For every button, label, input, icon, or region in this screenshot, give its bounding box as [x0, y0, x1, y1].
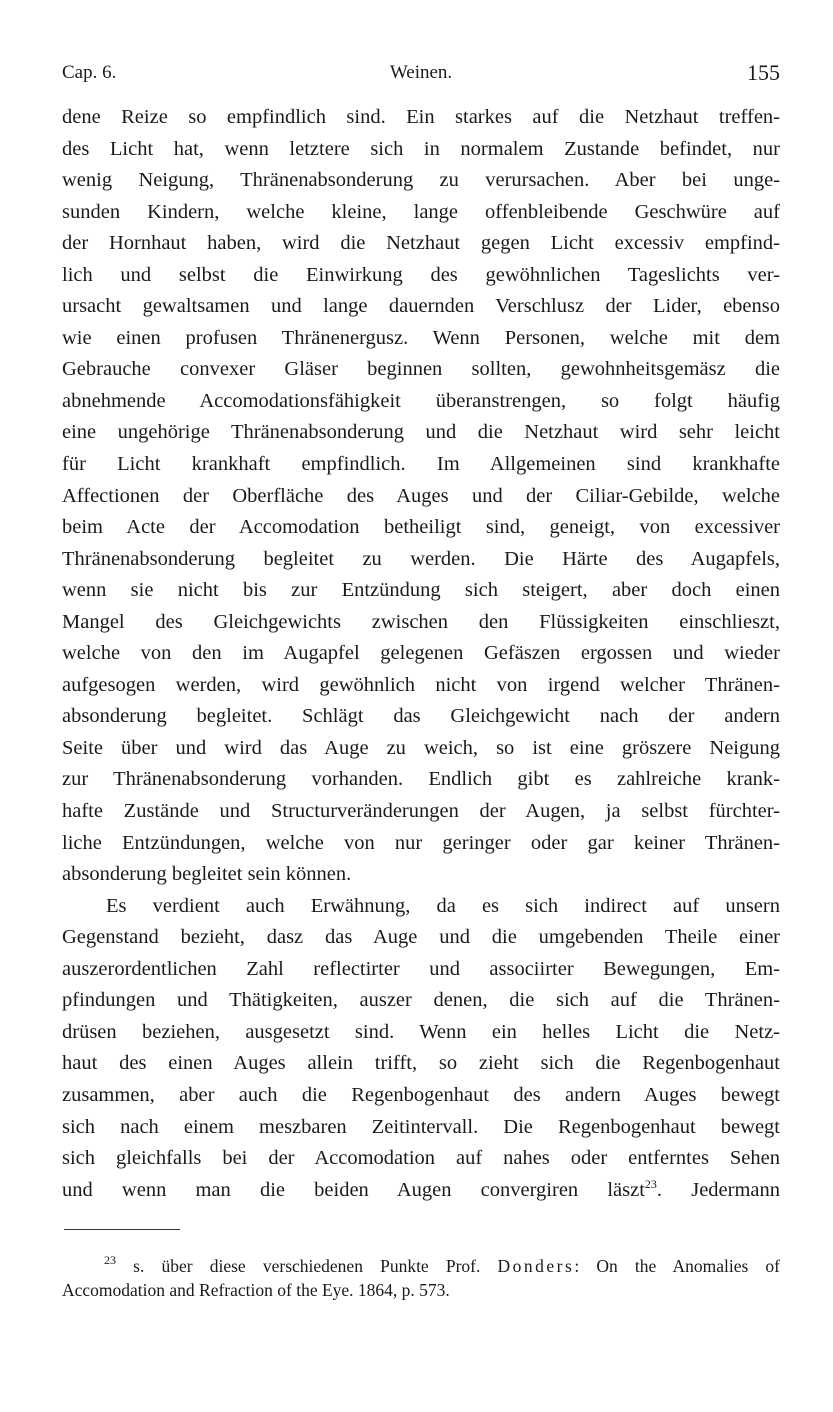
text-line: abnehmende Accomodationsfähigkeit überanstrengen, so folgt häufig: [62, 389, 780, 412]
text-line: zusammen, aber auch die Regenbogenhaut des andern Auges bewegt: [62, 1083, 780, 1106]
text-line: aufgesogen werden, wird gewöhnlich nicht von irgend welcher Thränen-: [62, 673, 780, 696]
text-line: sich nach einem meszbaren Zeitintervall. Die Regenbogenhaut bewegt: [62, 1115, 780, 1138]
text-line: zur Thränenabsonderung vorhanden. Endlich gibt es zahlreiche krank-: [62, 768, 780, 791]
footnote-author: Donders: [497, 1256, 575, 1276]
text-line: Es verdient auch Erwähnung, da es sich indirect auf unsern: [106, 894, 780, 917]
text-segment: . Jedermann: [656, 1178, 781, 1201]
text-line: wenig Neigung, Thränenabsonderung zu verursachen. Aber bei unge-: [62, 169, 780, 192]
footnote-divider: [64, 1229, 180, 1230]
text-line: drüsen beziehen, ausgesetzt sind. Wenn ein helles Licht die Netz-: [62, 1020, 780, 1043]
text-line: für Licht krankhaft empfindlich. Im Allgemeinen sind krankhafte: [62, 453, 780, 476]
footnote-line-2: Accomodation and Refraction of the Eye. 1864, p. 573.: [62, 1280, 450, 1300]
text-line: sunden Kindern, welche kleine, lange offenbleibende Geschwüre auf: [62, 200, 780, 223]
text-line: Gegenstand bezieht, dasz das Auge und die umgebenden Theile einer: [62, 926, 780, 949]
text-line: Gebrauche convexer Gläser beginnen sollten, gewohnheitsgemäsz die: [62, 358, 780, 381]
text-line: dene Reize so empfindlich sind. Ein starkes auf die Netzhaut treffen-: [62, 106, 780, 128]
text-line: lich und selbst die Einwirkung des gewöhnlichen Tageslichts ver-: [62, 263, 780, 286]
footnote-text-after: : On the Anomalies of: [574, 1256, 781, 1276]
paragraph-1: [62, 102, 780, 891]
footnote-marker: 23: [104, 1253, 116, 1267]
footnote: [62, 1254, 780, 1302]
text-line: eine ungehörige Thränenabsonderung und die Netzhaut wird sehr leicht: [62, 421, 780, 444]
footnote-reference: 23: [644, 1176, 657, 1191]
text-line: sich gleichfalls bei der Accomodation auf nahes oder entferntes Sehen: [62, 1147, 780, 1170]
text-line: haut des einen Auges allein trifft, so zieht sich die Regenbogenhaut: [62, 1052, 780, 1075]
text-line: Seite über und wird das Auge zu weich, so ist eine gröszere Neigung: [62, 736, 780, 759]
text-line: pfindungen und Thätigkeiten, auszer denen, die sich auf die Thränen-: [62, 989, 780, 1012]
text-line: wie einen profusen Thränenergusz. Wenn Personen, welche mit dem: [62, 326, 780, 349]
text-line: liche Entzündungen, welche von nur geringer oder gar keiner Thränen-: [62, 831, 780, 854]
page-number: 155: [747, 60, 780, 85]
text-segment: und wenn man die beiden Augen convergiren läszt: [62, 1178, 645, 1201]
paragraph-2: [62, 891, 780, 1206]
page-heading: Weinen.: [389, 62, 453, 83]
footnote-text-before: s. über diese verschiedenen Punkte Prof.: [116, 1256, 498, 1276]
text-line: beim Acte der Accomodation betheiligt sind, geneigt, von excessiver: [62, 516, 780, 539]
text-line: welche von den im Augapfel gelegenen Gefäszen ergossen und wieder: [62, 642, 780, 665]
text-line: der Hornhaut haben, wird die Netzhaut gegen Licht excessiv empfind-: [62, 232, 780, 255]
text-line: Mangel des Gleichgewichts zwischen den Flüssigkeiten einschlieszt,: [62, 610, 780, 633]
running-header: [62, 60, 780, 86]
text-line: Affectionen der Oberfläche des Auges und der Ciliar-Gebilde, welche: [62, 484, 780, 507]
text-line: hafte Zustände und Structurveränderungen der Augen, ja selbst fürchter-: [62, 800, 780, 823]
chapter-label: Cap. 6.: [62, 62, 117, 83]
text-line: ursacht gewaltsamen und lange dauernden Verschlusz der Lider, ebenso: [62, 295, 780, 318]
text-line: des Licht hat, wenn letztere sich in normalem Zustande befindet, nur: [62, 137, 780, 160]
text-line: wenn sie nicht bis zur Entzündung sich steigert, aber doch einen: [62, 579, 780, 602]
text-line: absonderung begleitet. Schlägt das Gleichgewicht nach der andern: [62, 705, 780, 728]
text-line: Thränenabsonderung begleitet zu werden. Die Härte des Augapfels,: [62, 547, 780, 570]
text-line: [62, 1175, 780, 1207]
text-line: absonderung begleitet sein können.: [62, 863, 352, 886]
text-line: auszerordentlichen Zahl reflectirter und associirter Bewegungen, Em-: [62, 957, 780, 980]
main-text: [62, 102, 780, 1206]
footnote-line-1: [62, 1254, 780, 1278]
